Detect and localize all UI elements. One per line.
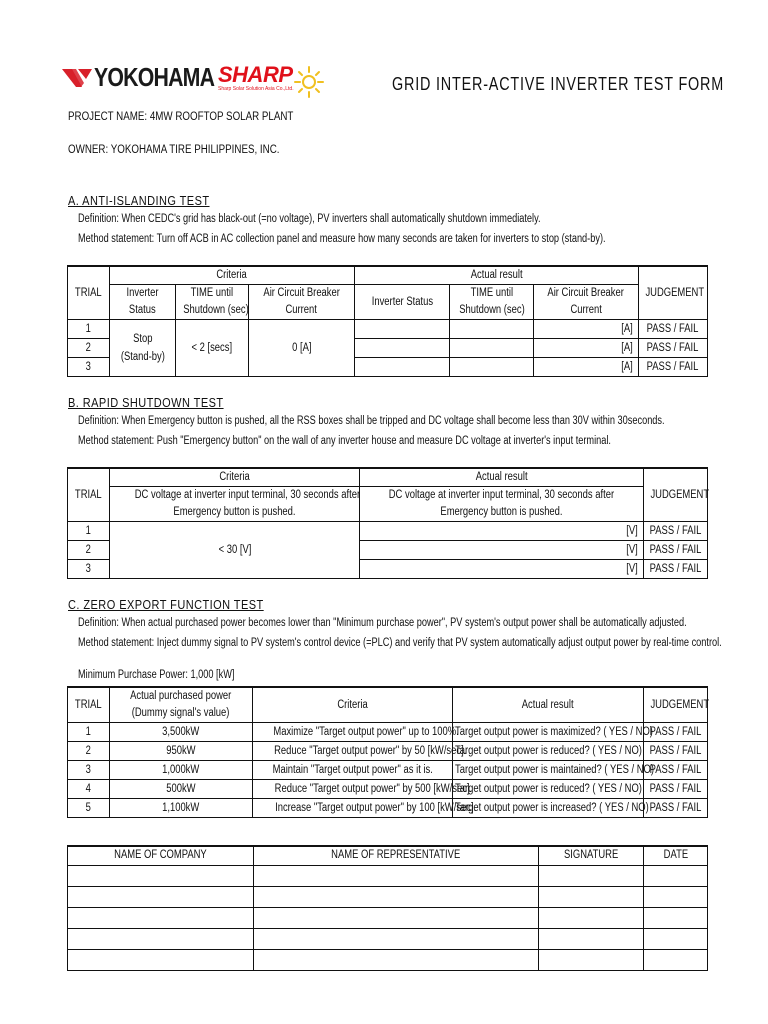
header-trial: TRIAL	[68, 687, 110, 723]
header-purchased-power-line2: (Dummy signal's value)	[110, 705, 253, 723]
actual-result-cell[interactable]: Target output power is reduced? ( YES / NO)	[453, 742, 644, 761]
yokohama-logo	[62, 62, 241, 93]
actual-current-input[interactable]: [A]	[534, 358, 639, 377]
signature-input[interactable]	[539, 886, 644, 907]
minimum-purchase-power: Minimum Purchase Power: 1,000 [kW]	[78, 669, 235, 681]
form-title: GRID INTER-ACTIVE INVERTER TEST FORM	[392, 74, 725, 94]
header-company: NAME OF COMPANY	[68, 846, 254, 865]
table-row	[68, 742, 708, 761]
trial-number: 3	[68, 560, 110, 579]
actual-time-input[interactable]	[450, 339, 534, 358]
signature-row	[68, 928, 708, 949]
section-c-definition: Definition: When actual purchased power becomes lower than "Minimum purchase power", PV system's output power shall be automatically adjusted.	[78, 617, 687, 629]
judgement-cell[interactable]: PASS / FAIL	[639, 358, 708, 377]
signature-input[interactable]	[539, 949, 644, 970]
section-c-method: Method statement: Inject dummy signal to PV system's control device (=PLC) and verify that PV system automatically adjust output power by real-time control.	[78, 637, 722, 649]
header-actual-time-until-line2: Shutdown (sec)	[450, 302, 534, 320]
table-row	[68, 780, 708, 799]
company-input[interactable]	[68, 949, 254, 970]
header-dc-voltage-line2: Emergency button is pushed.	[110, 504, 360, 522]
sharp-logo-text: SHARP	[218, 62, 293, 87]
table-row	[68, 761, 708, 780]
header-time-until: TIME until	[176, 285, 249, 303]
header-signature: SIGNATURE	[539, 846, 644, 865]
actual-inverter-status-input[interactable]	[355, 358, 450, 377]
project-name: PROJECT NAME: 4MW ROOFTOP SOLAR PLANT	[68, 111, 294, 123]
header-acb-current: Air Circuit Breaker	[249, 285, 355, 303]
trial-number: 4	[68, 780, 110, 799]
criteria-text: Reduce "Target output power" by 500 [kW/sec].	[253, 780, 453, 799]
header-inverter-status: Inverter	[110, 285, 176, 303]
sharp-logo	[218, 62, 294, 92]
sharp-logo-subtitle: Sharp Solar Solution Asia Co.,Ltd.	[218, 86, 294, 92]
header-actual-inverter-status: Inverter Status	[355, 285, 450, 320]
trial-number: 2	[68, 339, 110, 358]
actual-result-cell[interactable]: Target output power is maximized? ( YES / NO)	[453, 723, 644, 742]
company-input[interactable]	[68, 886, 254, 907]
criteria-status: Stop (Stand-by)	[110, 320, 176, 377]
header-criteria: Criteria	[110, 468, 360, 487]
representative-input[interactable]	[254, 928, 539, 949]
header-actual-result: Actual result	[355, 266, 639, 285]
date-input[interactable]	[644, 886, 708, 907]
section-a-title: A. ANTI-ISLANDING TEST	[68, 194, 210, 208]
rapid-shutdown-table	[67, 467, 708, 579]
judgement-cell[interactable]: PASS / FAIL	[644, 780, 708, 799]
actual-result-cell[interactable]: Target output power is reduced? ( YES / NO)	[453, 780, 644, 799]
header-judgement: JUDGEMENT	[644, 687, 708, 723]
company-input[interactable]	[68, 907, 254, 928]
representative-input[interactable]	[254, 907, 539, 928]
criteria-text: Reduce "Target output power" by 50 [kW/sec].	[253, 742, 453, 761]
signature-input[interactable]	[539, 928, 644, 949]
purchased-power-value: 1,000kW	[110, 761, 253, 780]
header-purchased-power: Actual purchased power	[110, 687, 253, 705]
signature-row	[68, 907, 708, 928]
section-a-method: Method statement: Turn off ACB in AC collection panel and measure how many seconds are taken for inverters to stop (stand-by).	[78, 233, 606, 245]
actual-result-cell[interactable]: Target output power is increased? ( YES / NO)	[453, 799, 644, 818]
actual-current-input[interactable]: [A]	[534, 320, 639, 339]
signature-row	[68, 865, 708, 886]
trial-number: 3	[68, 358, 110, 377]
judgement-cell[interactable]: PASS / FAIL	[644, 761, 708, 780]
criteria-voltage: < 30 [V]	[110, 522, 360, 579]
owner-name: OWNER: YOKOHAMA TIRE PHILIPPINES, INC.	[68, 144, 280, 156]
criteria-text: Maintain "Target output power" as it is.	[253, 761, 453, 780]
header-actual-result: Actual result	[360, 468, 644, 487]
actual-inverter-status-input[interactable]	[355, 320, 450, 339]
date-input[interactable]	[644, 949, 708, 970]
representative-input[interactable]	[254, 886, 539, 907]
representative-input[interactable]	[254, 949, 539, 970]
judgement-cell[interactable]: PASS / FAIL	[644, 799, 708, 818]
trial-number: 1	[68, 723, 110, 742]
header-actual-acb-current: Air Circuit Breaker	[534, 285, 639, 303]
actual-time-input[interactable]	[450, 358, 534, 377]
trial-number: 2	[68, 541, 110, 560]
signature-input[interactable]	[539, 907, 644, 928]
date-input[interactable]	[644, 907, 708, 928]
header-actual-acb-current-line2: Current	[534, 302, 639, 320]
trial-number: 1	[68, 320, 110, 339]
trial-number: 2	[68, 742, 110, 761]
header-acb-current-line2: Current	[249, 302, 355, 320]
criteria-text: Maximize "Target output power" up to 100%.	[253, 723, 453, 742]
actual-current-input[interactable]: [A]	[534, 339, 639, 358]
header-judgement: JUDGEMENT	[639, 266, 708, 320]
criteria-text: Increase "Target output power" by 100 [kW/sec].	[253, 799, 453, 818]
section-c-title: C. ZERO EXPORT FUNCTION TEST	[68, 598, 264, 612]
judgement-cell[interactable]: PASS / FAIL	[644, 723, 708, 742]
section-b-definition: Definition: When Emergency button is pushed, all the RSS boxes shall be tripped and DC voltage shall become less than 30V within 30seconds.	[78, 415, 665, 427]
actual-result-cell[interactable]: Target output power is maintained? ( YES / NO)	[453, 761, 644, 780]
actual-voltage-input[interactable]: [V]	[360, 522, 644, 541]
trial-number: 1	[68, 522, 110, 541]
judgement-cell[interactable]: PASS / FAIL	[644, 560, 708, 579]
section-b-title: B. RAPID SHUTDOWN TEST	[68, 396, 224, 410]
yokohama-mark-icon	[62, 65, 92, 91]
header-trial: TRIAL	[68, 266, 110, 320]
company-input[interactable]	[68, 928, 254, 949]
criteria-current: 0 [A]	[249, 320, 355, 377]
criteria-time: < 2 [secs]	[176, 320, 249, 377]
header-judgement: JUDGEMENT	[644, 468, 708, 522]
signature-row	[68, 886, 708, 907]
date-input[interactable]	[644, 865, 708, 886]
representative-input[interactable]	[254, 865, 539, 886]
trial-number: 5	[68, 799, 110, 818]
purchased-power-value: 500kW	[110, 780, 253, 799]
signature-table	[67, 845, 708, 971]
header-actual-result: Actual result	[453, 687, 644, 723]
actual-voltage-input[interactable]: [V]	[360, 560, 644, 579]
actual-time-input[interactable]	[450, 320, 534, 339]
table-row	[68, 522, 708, 541]
header-inverter-status-line2: Status	[110, 302, 176, 320]
table-row	[68, 723, 708, 742]
anti-islanding-table	[67, 265, 708, 377]
judgement-cell[interactable]: PASS / FAIL	[644, 541, 708, 560]
header-representative: NAME OF REPRESENTATIVE	[254, 846, 539, 865]
section-b-method: Method statement: Push "Emergency button" on the wall of any inverter house and measure DC voltage at inverter's input terminal.	[78, 435, 611, 447]
header-trial: TRIAL	[68, 468, 110, 522]
sun-icon	[294, 64, 324, 98]
date-input[interactable]	[644, 928, 708, 949]
header-criteria: Criteria	[110, 266, 355, 285]
section-a-definition: Definition: When CEDC's grid has black-out (=no voltage), PV inverters shall automatically shutdown immediately.	[78, 213, 541, 225]
company-input[interactable]	[68, 865, 254, 886]
signature-input[interactable]	[539, 865, 644, 886]
judgement-cell[interactable]: PASS / FAIL	[639, 339, 708, 358]
purchased-power-value: 950kW	[110, 742, 253, 761]
header-criteria: Criteria	[253, 687, 453, 723]
header-actual-time-until: TIME until	[450, 285, 534, 303]
judgement-cell[interactable]: PASS / FAIL	[644, 522, 708, 541]
header-actual-dc-voltage: DC voltage at inverter input terminal, 30 seconds after	[360, 487, 644, 505]
judgement-cell[interactable]: PASS / FAIL	[644, 742, 708, 761]
purchased-power-value: 1,100kW	[110, 799, 253, 818]
purchased-power-value: 3,500kW	[110, 723, 253, 742]
judgement-cell[interactable]: PASS / FAIL	[639, 320, 708, 339]
header-actual-dc-voltage-line2: Emergency button is pushed.	[360, 504, 644, 522]
yokohama-logo-text: YOKOHAMA	[94, 62, 215, 92]
header-date: DATE	[644, 846, 708, 865]
table-row	[68, 320, 708, 339]
header-time-until-line2: Shutdown (sec)	[176, 302, 249, 320]
header-dc-voltage: DC voltage at inverter input terminal, 30 seconds after	[110, 487, 360, 505]
table-row	[68, 799, 708, 818]
actual-inverter-status-input[interactable]	[355, 339, 450, 358]
signature-row	[68, 949, 708, 970]
actual-voltage-input[interactable]: [V]	[360, 541, 644, 560]
zero-export-table	[67, 686, 708, 818]
trial-number: 3	[68, 761, 110, 780]
